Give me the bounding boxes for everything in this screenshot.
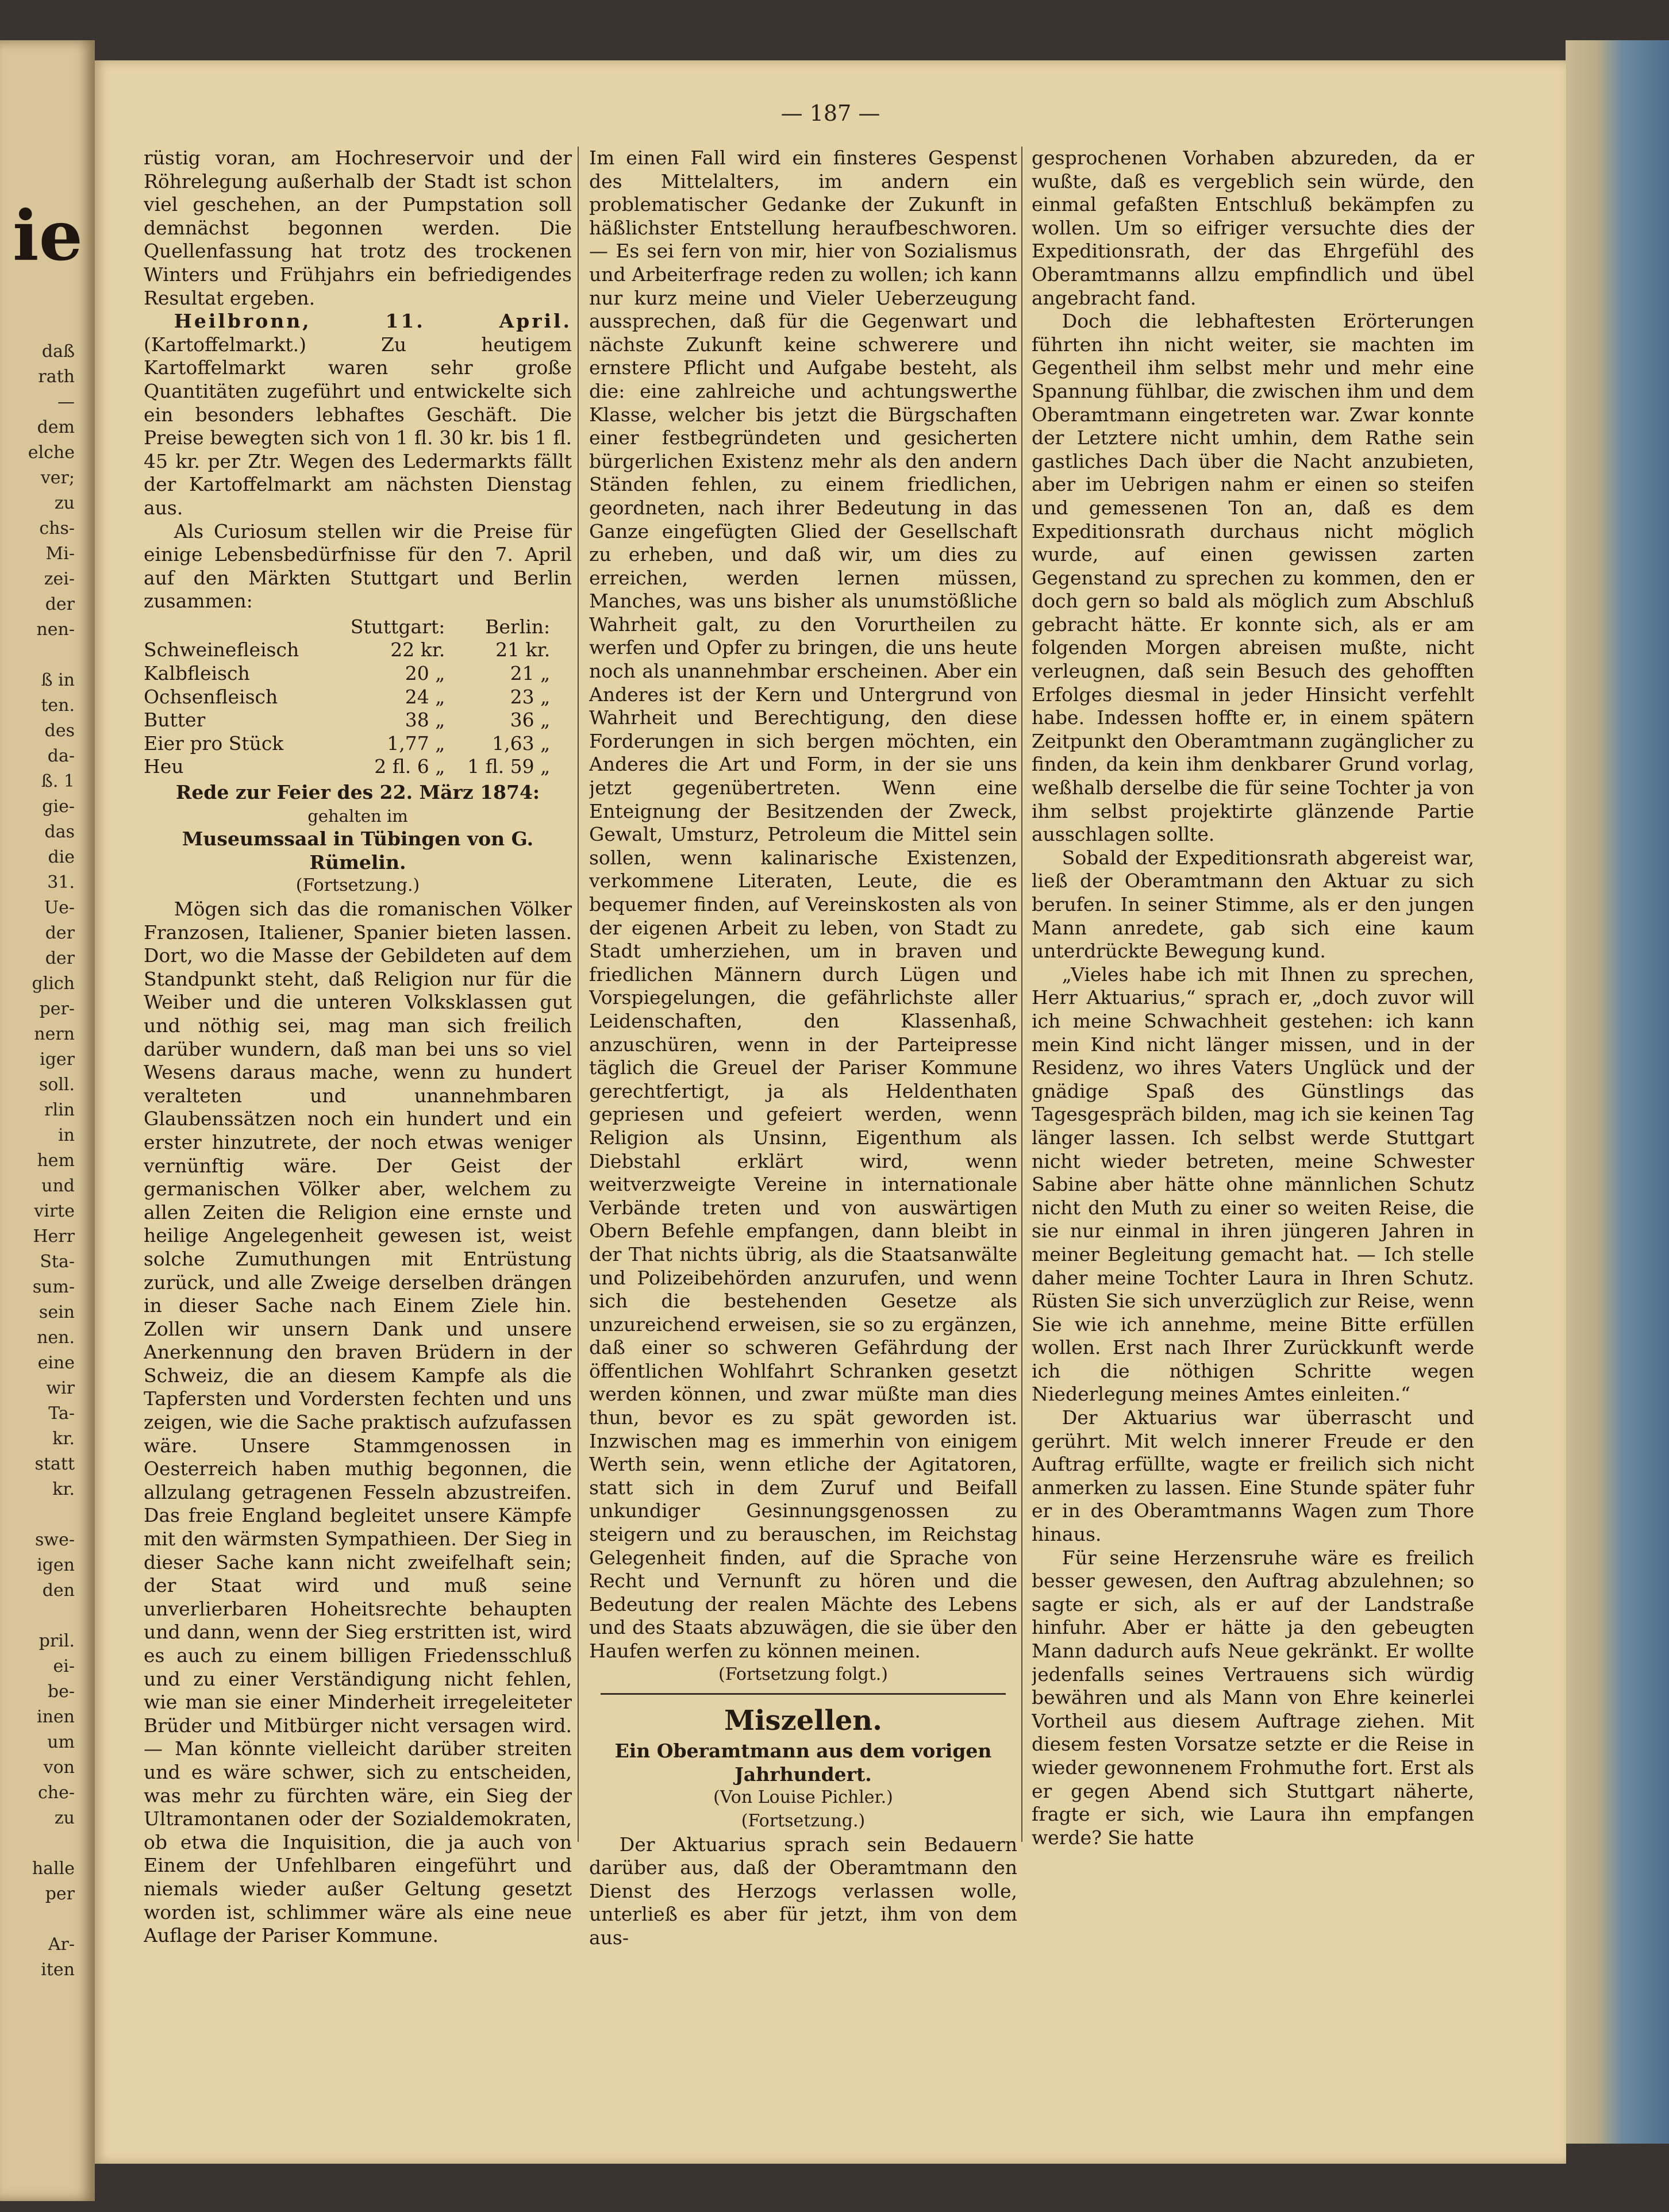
left-page-fragment: gie- — [42, 797, 75, 817]
article-paragraph: Im einen Fall wird ein finsteres Gespenst des Mittelalters, im andern ein problematischer Gedanke der Zukunft in häßlichster Entstellung heraufbeschworen. — Es sei fern von mir, hier von Sozialismus und Arbeiterfrage reden zu wollen; ich kann nur kurz meine und Vieler Ueberzeugung aussprechen, daß für die Gegenwart und nächste Zukunft keine schwerere und ernstere Pflicht und Aufgabe besteht, als die: eine zahlreiche und achtungswerthe Klasse, welcher bis jetzt die Bürgschaften einer festbegründeten und gesicherten bürgerlichen Existenz mehr als den andern Ständen fehlen, zu einem friedlichen, geordneten, nach ihrer Bedeutung in das Ganze eingefügten Glied der Gesellschaft zu erheben, und daß wir, um dies zu erreichen, werden lernen müssen, Manches, was uns bisher als unumstößliche Wahrheit galt, zu den Vorurtheilen zu werfen und Opfer zu bringen, die uns heute noch als unannehmbar erscheinen. Aber ein Anderes ist der Kern und Untergrund von Wahrheit und Berechtigung, den diese Forderungen in sich bergen möchten, ein Anderes die Art und Form, in der sie uns jetzt gegenübertreten. Wenn eine Enteignung der Besitzenden der Zweck, Gewalt, Umsturz, Petroleum die Mittel sein sollen, wenn kalinarische Existenzen, verkommene Literaten, Leute, die es bequemer finden, auf Vereinskosten als von der eigenen Arbeit zu leben, von Stadt zu Stadt umherziehen, um in braven und friedlichen Männern durch Lügen und Vorspiegelungen, die gefährlichste aller Leidenschaften, den Klassenhaß, anzuschüren, wenn in der Parteipresse täglich die Greuel der Pariser Kommune gerechtfertigt, ja als Heldenthaten gepriesen und gefeiert werden, wenn Religion als Unsinn, Eigenthum als Diebstahl erklärt wird, wenn weitverzweigte Vereine in internationale Verbände treten und von auswärtigen Obern Befehle empfangen, dann bleibt in der That nichts übrig, als die Staatsanwälte und Polizeibehörden anzurufen, und wenn sich die bestehenden Gesetze als unzureichend erweisen, sie so zu ergänzen, daß einer so schweren Gefährdung der öffentlichen Wohlfahrt Schranken gesetzt werden können, und zwar müßte man dies thun, bevor es zu spät geworden ist. Inzwischen mag es immerhin von einigem Werth sein, wenn etliche der Agitatoren, statt sich in dem Zuruf und Beifall unkundiger Gesinnungsgenossen zu steigern und zu berauschen, im Reichstag Gelegenheit finden, auf die Sprache von Recht und Vernunft zu hören und die Bedeutung der realen Mächte des Lebens und des Staats abzuwägen, die sie über den Haufen werfen zu können meinen. — [589, 147, 1017, 1662]
left-page-fragment: Ue- — [44, 898, 75, 918]
price-stuttgart: 22 kr. — [390, 638, 445, 661]
price-table — [144, 615, 555, 779]
left-page-fragment — [0, 643, 75, 668]
left-page-fragment — [0, 1502, 75, 1528]
left-page-fragment: des — [44, 721, 75, 741]
price-berlin: 1 fl. 59 „ — [467, 755, 551, 778]
left-page-fragment: iten — [41, 1960, 75, 1980]
left-page-fragment: ß. 1 — [41, 771, 75, 791]
price-item: Ochsenfleisch — [144, 685, 278, 708]
price-table-header — [144, 615, 555, 639]
book-binding — [1566, 40, 1669, 2144]
left-page-fragment: Ar- — [48, 1934, 75, 1955]
left-page-fragment: che- — [37, 1783, 75, 1803]
left-page-fragment: ß in — [41, 670, 75, 690]
price-row — [144, 638, 555, 662]
article-paragraph: Als Curiosum stellen wir die Preise für einige Lebensbedürfnisse für den 7. April auf den Märkten Stuttgart und Berlin zusammen: — [144, 520, 572, 613]
left-page-fragment: zu — [54, 1808, 75, 1828]
left-page-fragment: eine — [37, 1353, 75, 1373]
price-row — [144, 686, 555, 709]
left-page-fragment: inen — [37, 1707, 75, 1727]
column-3 — [1032, 147, 1474, 2141]
article-paragraph: gesprochenen Vorhaben abzureden, da er wußte, daß es vergeblich sein würde, den einmal gefaßten Entschluß bekämpfen zu wollen. Um so eifriger versuchte dies der Expeditionsrath, der das Ehrgefühl des Oberamtmanns allzu empfindlich und übel angebracht fand. — [1032, 147, 1474, 309]
left-page-fragment: der — [45, 948, 75, 968]
page-number: — 187 — — [780, 101, 880, 126]
column-rule — [578, 147, 579, 1842]
price-item: Butter — [144, 709, 206, 732]
left-page-fragment: be- — [47, 1682, 75, 1702]
left-page-fragment: swe- — [35, 1530, 75, 1550]
dateline: Heilbronn, 11. April. — [174, 310, 572, 333]
left-page-fragment: von — [43, 1757, 75, 1778]
left-page-fragment: wir — [46, 1378, 75, 1398]
left-page-fragment: soll. — [39, 1075, 75, 1095]
left-page-fragment: zei- — [44, 569, 75, 589]
article-paragraph: Doch die lebhaftesten Erörterungen führten ihn nicht weiter, sie machten im Gegentheil ihm selbst mehr und mehr eine Spannung fühlbar, die zwischen ihm und dem Oberamtmann eingetreten war. Zwar konnte der Letztere nicht umhin, dem Rathe sein gastliches Dach über die Nacht anzubieten, aber im Uebrigen nahm er einen so steifen und gemessenen Ton an, daß es dem Expeditionsrath durchaus nicht möglich wurde, auf einen gewissen zarten Gegenstand zu sprechen zu kommen, den er doch gern so bald als möglich zum Abschluß gebracht hätte. Er konnte sich, als er am folgenden Morgen abreisen mußte, nicht verleugnen, daß sein Besuch des gehofften Erfolges diesmal in jeder Hinsicht verfehlt habe. Indessen hoffte er, in einem spätern Zeitpunkt den Oberamtmann zugänglicher zu finden, da kein ihm denkbarer Grund vorlag, weßhalb derselbe die für seine Tochter ja von ihm selbst projektirte glänzende Partie ausschlagen sollte. — [1032, 310, 1474, 846]
left-page-fragment: dem — [37, 417, 75, 437]
price-row — [144, 732, 555, 756]
left-page-fragment: rlin — [44, 1100, 75, 1120]
speech-subtitle: gehalten im — [307, 806, 408, 826]
left-page-fragment: das — [44, 822, 75, 842]
left-page-fragment: die — [48, 847, 75, 867]
article-paragraph: rüstig voran, am Hochreservoir und der Röhrelegung außerhalb der Stadt ist schon viel geschehen, an der Pumpstation soll demnächst begonnen werden. Die Quellenfassung hat trotz des trockenen Winters und Frühjahrs ein befriedigendes Resultat ergeben. — [144, 147, 572, 309]
column-2 — [589, 147, 1017, 2141]
article-paragraph — [144, 310, 572, 520]
left-page-fragment: hem — [37, 1151, 75, 1171]
price-rows — [144, 638, 555, 779]
article-paragraph: Der Aktuarius war überrascht und gerührt. Mit welch innerer Freude er den Auftrag erfüllte, wagte er freilich sich nicht anmerken zu lassen. Eine Stunde später fuhr er in des Oberamtmanns Wagen zum Thore hinaus. — [1032, 1406, 1474, 1546]
left-page-fragment: daß — [41, 341, 75, 361]
price-stuttgart: 38 „ — [405, 709, 445, 732]
price-berlin: 21 „ — [510, 662, 551, 685]
left-page-fragment: ei- — [53, 1656, 75, 1676]
article-text: (Kartoffelmarkt.) Zu heutigem Kartoffelmarkt waren sehr große Quantitäten zugeführt und entwickelte sich ein besonders lebhaftes Geschäft. Die Preise bewegten sich von 1 fl. 30 kr. bis 1 fl. 45 kr. per Ztr. Wegen des Ledermarkts fällt der Kartoffelmarkt am nächsten Dienstag aus. — [144, 333, 572, 519]
left-page-fragment — [0, 1831, 75, 1856]
section-rule — [601, 1693, 1006, 1695]
price-berlin: 1,63 „ — [492, 732, 551, 755]
left-page-fragment: per — [45, 1884, 75, 1904]
left-page-fragment: kr. — [52, 1479, 75, 1499]
left-page-fragment: glich — [32, 974, 75, 994]
left-page-fragment: sein — [39, 1302, 75, 1322]
left-page-fragment: halle — [32, 1859, 75, 1879]
price-item: Kalbfleisch — [144, 662, 250, 685]
price-item: Schweinefleisch — [144, 638, 299, 661]
left-page-fragment: chs- — [39, 518, 75, 538]
left-page-fragment: nen. — [37, 1328, 75, 1348]
left-page-fragment: igen — [37, 1555, 75, 1575]
left-page-fragment: Mi- — [45, 544, 75, 564]
left-page-fragment: ver; — [40, 468, 75, 488]
price-row — [144, 662, 555, 686]
left-page-fragment — [0, 1603, 75, 1629]
price-stuttgart: 1,77 „ — [387, 732, 445, 755]
left-page-fragment: rath — [38, 367, 75, 387]
story-author: (Von Louise Pichler.) — [713, 1787, 893, 1808]
continuation-note: (Fortsetzung.) — [741, 1810, 866, 1831]
article-paragraph: Der Aktuarius sprach sein Bedauern darüber aus, daß der Oberamtmann den Dienst des Herzogs verlassen wolle, unterließ es aber für jetzt, ihm von dem aus- — [589, 1833, 1017, 1949]
left-page-fragment: der — [45, 594, 75, 614]
header-berlin: Berlin: — [485, 615, 551, 638]
price-item: Eier pro Stück — [144, 732, 284, 755]
left-page-fragment: um — [47, 1732, 75, 1752]
price-stuttgart: 2 fl. 6 „ — [374, 755, 445, 778]
price-berlin: 21 kr. — [495, 638, 551, 661]
left-page-fragment: in — [58, 1125, 75, 1145]
left-page-headline-fragment: ie — [13, 195, 83, 276]
price-berlin: 23 „ — [510, 685, 551, 708]
article-paragraph: Mögen sich das die romanischen Völker Franzosen, Italiener, Spanier bieten lassen. Dort, wo die Masse der Gebildeten auf dem Standpunkt steht, daß Religion nur für die Weiber und die unteren Volksklassen gut und nöthig sei, mag man sich freilich darüber wundern, daß man bei uns so viel Wesens daraus mache, wenn zu hundert veralteten und unannehmbaren Glaubenssätzen noch ein hundert und ein erster hinzutrete, der noch etwas weniger vernünftig wäre. Der Geist der germanischen Völker aber, welchem zu allen Zeiten die Religion eine ernste und heilige Angelegenheit gewesen ist, weist solche Zumuthungen mit Entrüstung zurück, und alle Zweige derselben drängen in dieser Sache nach Einem Ziele hin. Zollen wir unsern Dank und unsere Anerkennung den braven Brüdern in der Schweiz, die an diesem Kampfe als die Tapfersten und Vordersten fechten und uns zeigen, wie die Sache praktisch aufzufassen wäre. Unsere Stammgenossen in Oesterreich haben muthig begonnen, die allzulang getragenen Fesseln abzustreifen. Das freie England begleitet unsere Kämpfe mit den wärmsten Sympathieen. Der Sieg in dieser Sache kann nicht zweifelhaft sein; der Staat wird und muß seine unverlierbaren Hoheitsrechte behaupten und dann, wenn der Sieg erstritten ist, wird es auch zu einem billigen Friedensschluß und zu einer Verständigung nicht fehlen, wie man sie einer Minderheit irregeleiteter Brüder und Mitbürger nicht versagen wird. — Man könnte vielleicht darüber streiten und es wäre schwer, sich zu entscheiden, was mehr zu fürchten wäre, ein Sieg der Ultramontanen oder der Sozialdemokraten, ob etwa die Inquisition, die ja auch von Einem der Unfehlbaren eingeführt und niemals wieder außer Geltung gesetzt worden ist, schlimmer wäre als eine neue Auflage der Pariser Kommune. — [144, 898, 572, 1947]
left-page-fragment: da- — [47, 746, 75, 766]
price-stuttgart: 20 „ — [405, 662, 445, 685]
newspaper-page — [95, 60, 1566, 2164]
left-page-fragment: statt — [34, 1454, 75, 1474]
left-page-fragment: iger — [40, 1049, 75, 1070]
left-page-edge — [0, 40, 95, 2201]
left-page-fragment: Ta- — [48, 1403, 75, 1424]
left-page-fragment — [0, 1907, 75, 1932]
left-page-fragment: virte — [34, 1201, 75, 1221]
left-page-fragment: und — [41, 1176, 75, 1196]
story-title: Ein Oberamtmann aus dem vorigen — [614, 1740, 992, 1763]
left-page-fragment: nern — [34, 1024, 75, 1044]
left-page-fragment: den — [42, 1580, 75, 1601]
left-page-fragment: per- — [39, 999, 75, 1019]
section-title: Miszellen. — [724, 1705, 882, 1737]
left-page-fragment: sum- — [32, 1277, 75, 1297]
speech-subtitle-2: Museumssaal in Tübingen von G. Rümelin. — [182, 828, 534, 874]
left-page-fragment: Sta- — [40, 1252, 75, 1272]
left-page-fragment: der — [45, 923, 75, 943]
continuation-note: (Fortsetzung.) — [295, 875, 420, 896]
left-page-text-fragments — [0, 339, 75, 1983]
price-row — [144, 709, 555, 732]
left-page-fragment: pril. — [39, 1631, 75, 1651]
left-page-fragment: zu — [54, 493, 75, 513]
price-stuttgart: 24 „ — [405, 685, 445, 708]
left-page-fragment: Herr — [33, 1226, 75, 1247]
column-1 — [144, 147, 572, 2141]
article-paragraph: Sobald der Expeditionsrath abgereist war, ließ der Oberamtmann den Aktuar zu sich berufen. In seiner Stimme, als er den jungen Mann anredete, gab sich eine kaum unterdrückte Bewegung kund. — [1032, 846, 1474, 963]
left-page-fragment: 31. — [47, 872, 75, 893]
header-stuttgart: Stuttgart: — [350, 615, 445, 638]
article-paragraph: Für seine Herzensruhe wäre es freilich besser gewesen, den Auftrag abzulehnen; so sagte er sich, als er auf der Landstraße hinfuhr. Aber er hätte ja den gebeugten Mann dadurch aufs Neue gekränkt. Er wollte jedenfalls seines Vertrauens sich würdig bewähren und als Mann von Ehre keinerlei Vortheil aus diesem Auftrage ziehen. Mit diesem festen Vorsatze setzte er die Reise in wieder gewonnenem Frohmuthe fort. Erst als er gegen Abend sich Stuttgart näherte, fragte er sich, wie Laura ihn empfangen werde? Sie hatte — [1032, 1546, 1474, 1849]
price-berlin: 36 „ — [510, 709, 551, 732]
story-title-2: Jahrhundert. — [734, 1763, 872, 1786]
left-page-fragment: ten. — [41, 695, 75, 715]
article-paragraph: „Vieles habe ich mit Ihnen zu sprechen, Herr Aktuarius,“ sprach er, „doch zuvor will ich meine Schwachheit gestehen: ich kann mein Kind nicht länger missen, und in der Residenz, wo ihres Vaters Unglück und der gnädige Spaß des Günstlings das Tagesgespräch bilden, mag ich sie keinen Tag länger lassen. Ich selbst werde Stuttgart nicht wieder betreten, meine Schwester Sabine aber hätte ohne männlichen Schutz nicht den Muth zu einer so weiten Reise, die sie nur einmal in ihren jüngeren Jahren in meiner Begleitung gemacht hat. — Ich stelle daher meine Tochter Laura in Ihren Schutz. Rüsten Sie sich unverzüglich zur Reise, wenn Sie wie ich annehme, meine Bitte erfüllen wollen. Erst nach Ihrer Zurückkunft werde ich die nöthigen Schritte wegen Niederlegung meines Amtes einleiten.“ — [1032, 963, 1474, 1406]
left-page-fragment: — — [57, 392, 75, 412]
left-page-fragment: nen- — [36, 620, 75, 640]
continuation-note: (Fortsetzung folgt.) — [718, 1664, 888, 1684]
price-row — [144, 755, 555, 779]
price-item: Heu — [144, 755, 184, 778]
left-page-fragment: elche — [28, 443, 75, 463]
left-page-fragment: kr. — [52, 1429, 75, 1449]
speech-title: Rede zur Feier des 22. März 1874: — [175, 781, 540, 804]
column-rule — [1021, 147, 1022, 1842]
